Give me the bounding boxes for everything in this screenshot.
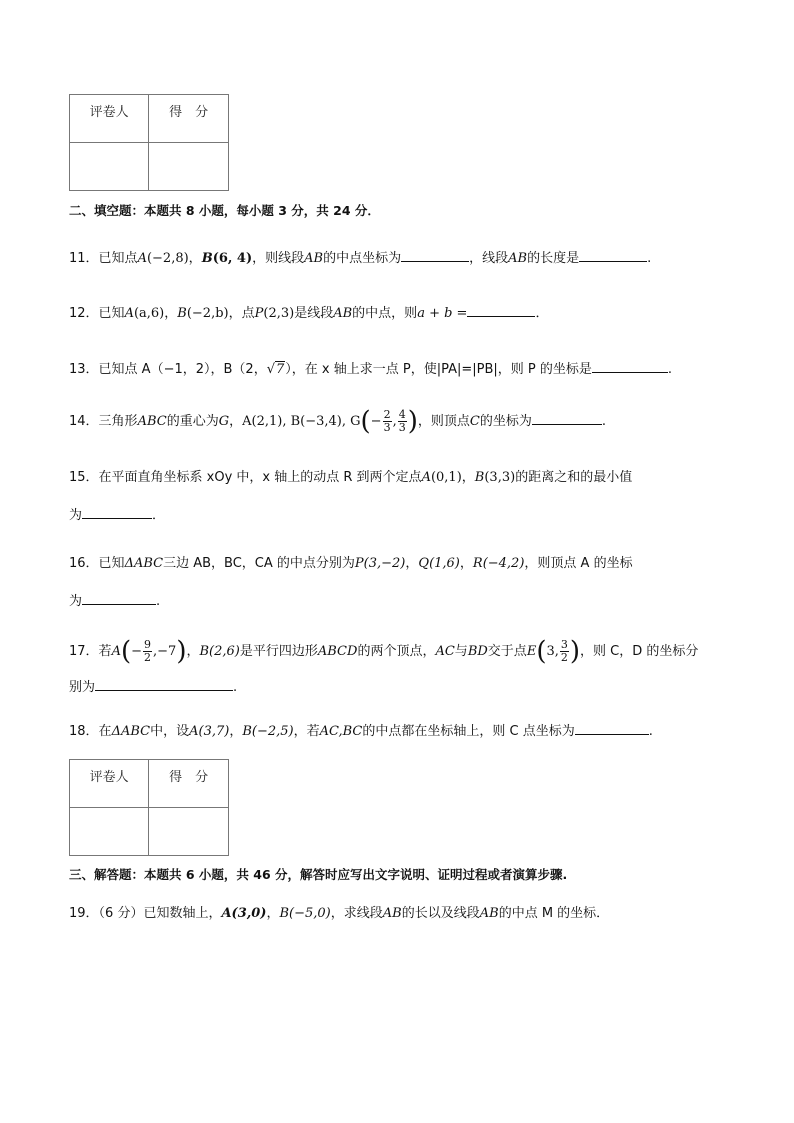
- answer-blank-14[interactable]: [532, 410, 602, 425]
- score-label: 得 分: [149, 760, 229, 808]
- answer-blank-17[interactable]: [95, 676, 233, 691]
- fraction-4-3: $\frac{4}{3}$: [398, 408, 406, 434]
- reviewer-cell[interactable]: [70, 143, 149, 191]
- question-12: 12．已知A(a,6)，B(−2,b)，点P(2,3)是线段AB的中点，则a + b = ．: [69, 302, 548, 324]
- question-18: 18．在ΔABC中，设A(3,7)，B(−2,5)，若AC,BC的中点都在坐标轴上，则 C 点坐标为 .: [69, 720, 653, 742]
- section-2-heading: 二、填空题：本题共 8 小题，每小题 3 分，共 24 分．: [69, 203, 380, 218]
- score-cell[interactable]: [149, 808, 229, 856]
- answer-blank-15[interactable]: [82, 504, 152, 519]
- score-table-2: [69, 759, 229, 856]
- answer-blank-11a[interactable]: [401, 247, 469, 262]
- question-13: 13．已知点 A（−1，2），B（2，√7），在 x 轴上求一点 P，使|PA|=|PB|，则 P 的坐标是 .: [69, 358, 672, 380]
- question-15-line-2: 为 ．: [69, 504, 165, 526]
- section-3-heading: 三、解答题：本题共 6 小题，共 46 分，解答时应写出文字说明、证明过程或者演算步骤.: [69, 867, 568, 882]
- score-cell[interactable]: [149, 143, 229, 191]
- fraction-9-2: $\frac{9}{2}$: [144, 638, 152, 664]
- question-16-line-2: 为 .: [69, 590, 160, 612]
- score-label: 得 分: [149, 95, 229, 143]
- question-14: 14．三角形ABC的重心为G，A(2,1), B(−3,4), G(− $\frac{2}{3}$ , $\frac{4}{3}$ )，则顶点C的坐标为 .: [69, 406, 606, 437]
- answer-blank-11b[interactable]: [579, 247, 647, 262]
- answer-blank-13[interactable]: [592, 358, 668, 373]
- score-table-1: [69, 94, 229, 191]
- fraction-2-3: $\frac{2}{3}$: [383, 408, 391, 434]
- question-19: 19．（6 分）已知数轴上，A(3,0)，B(−5,0)，求线段AB的长以及线段AB的中点 M 的坐标．: [69, 906, 610, 921]
- question-17-line-1: 17．若A(− $\frac{9}{2}$ ,−7)，B(2,6)是平行四边形ABCD的两个顶点，AC与BD交于点E(3, $\frac{3}{2}$ )，则 C，D 的坐标分: [69, 636, 699, 667]
- reviewer-label: 评卷人: [70, 95, 149, 143]
- answer-blank-12[interactable]: [467, 302, 535, 317]
- question-16-line-1: 16．已知ΔABC三边 AB，BC，CA 的中点分别为P(3,−2)，Q(1,6)，R(−4,2)，则顶点 A 的坐标: [69, 556, 633, 571]
- sqrt-7: √7: [266, 362, 285, 377]
- answer-blank-18[interactable]: [575, 720, 649, 735]
- question-11: 11．已知点A(−2,8)，B(6, 4)，则线段AB的中点坐标为 ，线段AB的长度是 .: [69, 247, 651, 269]
- reviewer-label: 评卷人: [70, 760, 149, 808]
- fraction-3-2: $\frac{3}{2}$: [560, 638, 568, 664]
- question-17-line-2: 别为 .: [69, 676, 237, 698]
- answer-blank-16[interactable]: [82, 590, 156, 605]
- question-15-line-1: 15．在平面直角坐标系 xOy 中，x 轴上的动点 R 到两个定点A(0,1)，B(3,3)的距离之和的最小值: [69, 470, 633, 485]
- reviewer-cell[interactable]: [70, 808, 149, 856]
